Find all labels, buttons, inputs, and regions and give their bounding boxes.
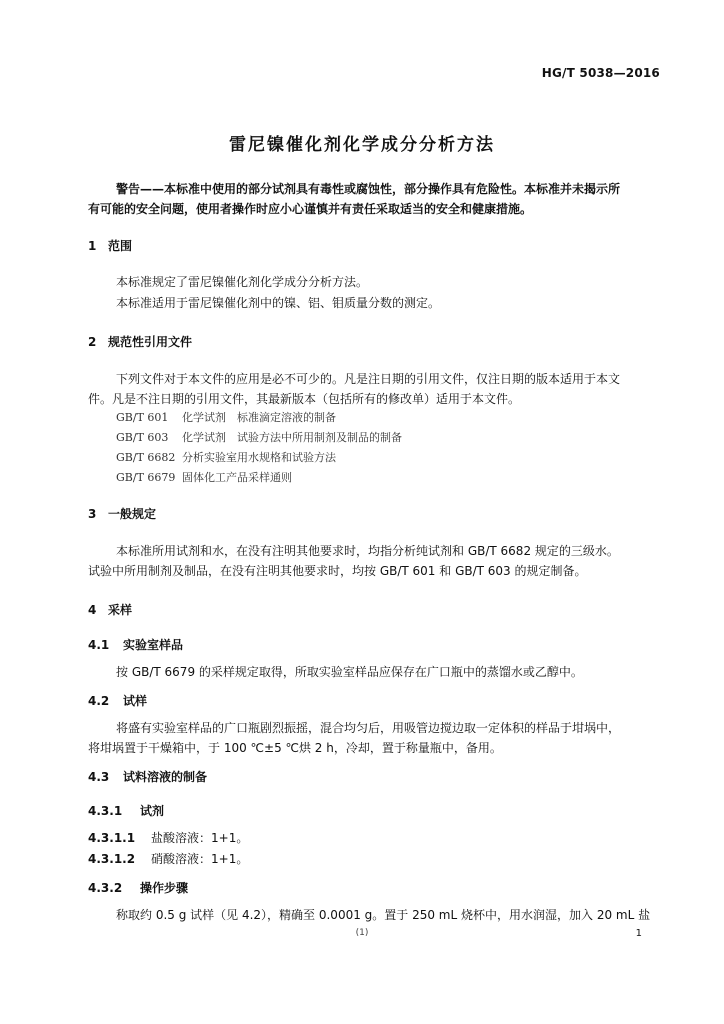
- subsection-4-2-line-2: 将坩埚置于干燥箱中，于 100 ℃±5 ℃烘 2 h，冷却，置于称量瓶中，备用。: [88, 741, 502, 755]
- subsection-4-3-2-text: 称取约 0.5 g 试样（见 4.2），精确至 0.0001 g。置于 250 mL 烧杯中，用水润湿，加入 20 mL 盐: [116, 908, 651, 922]
- section-number: 4: [88, 603, 97, 617]
- subsection-number: 4.3.2: [88, 881, 123, 895]
- subsection-number: 4.2: [88, 694, 110, 708]
- reagent-item: [88, 850, 248, 867]
- item-number: 4.3.1.1: [88, 831, 136, 845]
- reagent-item: [88, 829, 248, 846]
- reference-code: GB/T 603: [116, 431, 169, 444]
- reference-title: 化学试剂 标准滴定溶液的制备: [182, 411, 336, 424]
- section-title: 范围: [108, 239, 133, 253]
- subsection-4-3-1-heading: [88, 802, 164, 819]
- reference-item: [116, 429, 402, 445]
- reference-item: [116, 449, 336, 465]
- reference-code: GB/T 6679: [116, 471, 176, 484]
- warning-line-1: 警告——本标准中使用的部分试剂具有毒性或腐蚀性，部分操作具有危险性。本标准并未揭示所: [116, 182, 621, 196]
- section-2-heading: [88, 333, 192, 350]
- standard-code: HG/T 5038—2016: [541, 66, 660, 80]
- item-text: 硝酸溶液：1+1。: [151, 852, 249, 866]
- subsection-title: 试料溶液的制备: [123, 770, 208, 784]
- section-title: 一般规定: [108, 507, 157, 521]
- section-number: 1: [88, 239, 97, 253]
- subsection-4-3-heading: [88, 768, 207, 785]
- section-2-paragraph-line-1: 下列文件对于本文件的应用是必不可少的。凡是注日期的引用文件，仅注日期的版本适用于本文: [116, 372, 621, 386]
- subsection-title: 试样: [123, 694, 148, 708]
- reference-title: 分析实验室用水规格和试验方法: [182, 451, 336, 464]
- page-number: 1: [635, 928, 642, 939]
- section-1-heading: [88, 237, 132, 254]
- item-text: 盐酸溶液：1+1。: [151, 831, 249, 845]
- section-number: 2: [88, 335, 97, 349]
- section-3-heading: [88, 505, 156, 522]
- section-title: 规范性引用文件: [108, 335, 193, 349]
- section-title: 采样: [108, 603, 133, 617]
- footer-mark: (1): [355, 928, 369, 938]
- subsection-4-2-heading: [88, 692, 147, 709]
- warning-line-2: 有可能的安全问题，使用者操作时应小心谨慎并有责任采取适当的安全和健康措施。: [88, 202, 533, 216]
- subsection-number: 4.3: [88, 770, 110, 784]
- subsection-title: 试剂: [140, 804, 165, 818]
- section-3-paragraph-line-1: 本标准所用试剂和水，在没有注明其他要求时，均指分析纯试剂和 GB/T 6682 规定的三级水。: [116, 544, 619, 558]
- subsection-4-1-heading: [88, 636, 183, 653]
- section-1-paragraph-1: 本标准规定了雷尼镍催化剂化学成分分析方法。: [116, 275, 369, 289]
- reference-code: GB/T 601: [116, 411, 169, 424]
- subsection-title: 实验室样品: [123, 638, 184, 652]
- document-title: 雷尼镍催化剂化学成分分析方法: [229, 135, 495, 155]
- section-number: 3: [88, 507, 97, 521]
- section-4-heading: [88, 601, 132, 618]
- subsection-title: 操作步骤: [140, 881, 189, 895]
- reference-title: 化学试剂 试验方法中所用制剂及制品的制备: [182, 431, 402, 444]
- item-number: 4.3.1.2: [88, 852, 136, 866]
- reference-item: [116, 409, 336, 425]
- subsection-4-1-text: 按 GB/T 6679 的采样规定取得，所取实验室样品应保存在广口瓶中的蒸馏水或乙醇中。: [116, 665, 583, 679]
- section-2-paragraph-line-2: 件。凡是不注日期的引用文件，其最新版本（包括所有的修改单）适用于本文件。: [88, 392, 521, 406]
- section-1-paragraph-2: 本标准适用于雷尼镍催化剂中的镍、铝、钼质量分数的测定。: [116, 296, 441, 310]
- subsection-4-3-2-heading: [88, 879, 188, 896]
- reference-title: 固体化工产品采样通则: [182, 471, 292, 484]
- section-3-paragraph-line-2: 试验中所用制剂及制品，在没有注明其他要求时，均按 GB/T 601 和 GB/T 603 的规定制备。: [88, 564, 587, 578]
- reference-item: [116, 469, 292, 485]
- subsection-4-2-line-1: 将盛有实验室样品的广口瓶剧烈振摇，混合均匀后，用吸管边搅边取一定体积的样品于坩埚中，: [116, 721, 621, 735]
- subsection-number: 4.1: [88, 638, 110, 652]
- subsection-number: 4.3.1: [88, 804, 123, 818]
- reference-code: GB/T 6682: [116, 451, 176, 464]
